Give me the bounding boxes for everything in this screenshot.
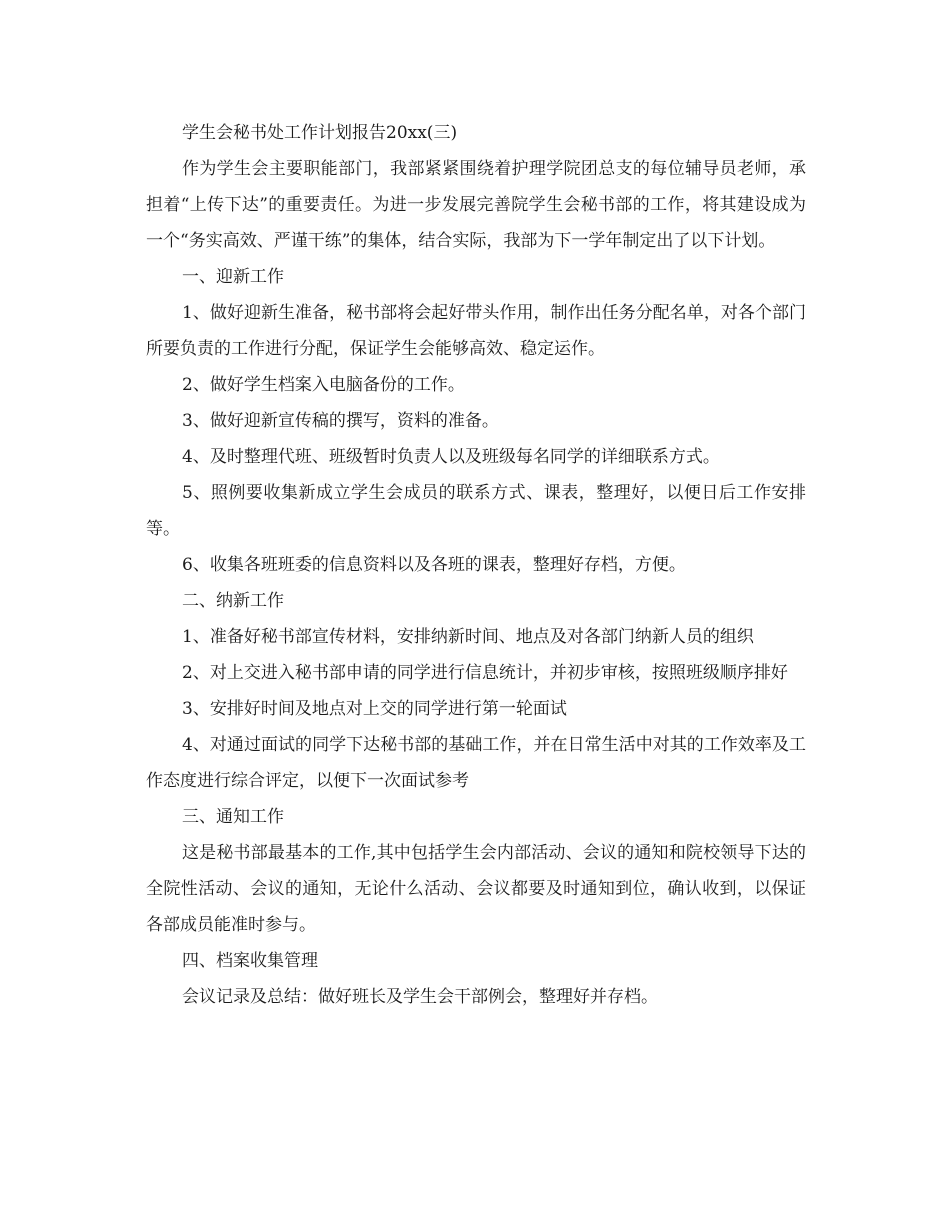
list-item: 2、做好学生档案入电脑备份的工作。 — [182, 375, 465, 395]
list-item: 3、做好迎新宣传稿的撰写，资料的准备。 — [182, 411, 499, 431]
notification-paragraph: 这是秘书部最基本的工作,其中包括学生会内部活动、会议的通知和院校领导下达的全院性活动、会议的通知，无论什么活动、会议都要及时通知到位，确认收到，以保证各部成员能准时参与。 — [146, 843, 806, 935]
intro-paragraph: 作为学生会主要职能部门，我部紧紧围绕着护理学院团总支的每位辅导员老师，承担着“上传下达”的重要责任。为进一步发展完善院学生会秘书部的工作，将其建设成为一个“务实高效、严谨干练”的集体，结合实际，我部为下一学年制定出了以下计划。 — [146, 159, 806, 251]
list-item: 3、安排好时间及地点对上交的同学进行第一轮面试 — [182, 699, 567, 719]
list-item: 4、对通过面试的同学下达秘书部的基础工作，并在日常生活中对其的工作效率及工作态度进行综合评定，以便下一次面试参考 — [146, 735, 806, 791]
section-heading-notification: 三、通知工作 — [182, 807, 284, 827]
list-item: 4、及时整理代班、班级暂时负责人以及班级每名同学的详细联系方式。 — [182, 447, 720, 467]
section-heading-archive: 四、档案收集管理 — [182, 951, 318, 971]
list-item: 1、准备好秘书部宣传材料，安排纳新时间、地点及对各部门纳新人员的组织 — [182, 627, 754, 647]
document-title: 学生会秘书处工作计划报告20xx(三) — [182, 123, 458, 143]
archive-paragraph: 会议记录及总结：做好班长及学生会干部例会，整理好并存档。 — [182, 987, 658, 1007]
section-heading-recruitment: 二、纳新工作 — [182, 591, 284, 611]
list-item: 2、对上交进入秘书部申请的同学进行信息统计，并初步审核，按照班级顺序排好 — [182, 663, 788, 683]
document-page — [146, 115, 806, 1015]
list-item: 6、收集各班班委的信息资料以及各班的课表，整理好存档，方便。 — [182, 555, 686, 575]
list-item: 1、做好迎新生准备，秘书部将会起好带头作用，制作出任务分配名单，对各个部门所要负责的工作进行分配，保证学生会能够高效、稳定运作。 — [146, 303, 806, 359]
section-heading-welcome: 一、迎新工作 — [182, 267, 284, 287]
list-item: 5、照例要收集新成立学生会成员的联系方式、课表，整理好，以便日后工作安排等。 — [146, 483, 806, 539]
